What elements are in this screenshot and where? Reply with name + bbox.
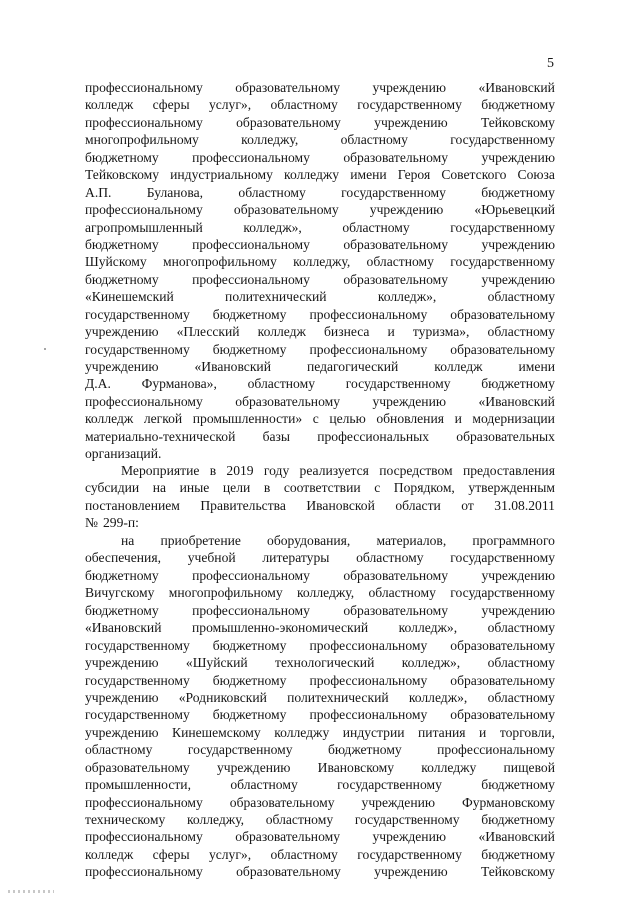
text-line: бюджетному профессиональному образовательному учреждению: [85, 271, 555, 287]
scan-artifact: [8, 890, 54, 893]
text-line: колледж легкой промышленности» с целью обновления и модернизации: [85, 411, 555, 427]
text-line: профессиональному образовательному учреждению «Ивановский: [85, 393, 555, 409]
text-line: государственному бюджетному профессиональному образовательному: [85, 306, 555, 322]
text-line: организаций.: [85, 446, 162, 462]
text-line: бюджетному профессиональному образовательному учреждению: [85, 567, 555, 583]
text-line: материально-технической базы профессиональных образовательных: [85, 428, 555, 444]
text-line: бюджетному профессиональному образовательному учреждению: [85, 602, 555, 618]
text-line: профессиональному образовательному учреждению Фурмановскому: [85, 794, 555, 810]
text-line: № 299-п:: [85, 515, 139, 531]
text-line: учреждению «Ивановский педагогический колледж имени: [85, 359, 555, 374]
text-line: учреждению «Родниковский политехнический колледж», областному: [85, 689, 555, 705]
text-line: Тейковскому индустриальному колледжу имени Героя Советского Союза: [85, 167, 555, 183]
text-line: агропромышленный колледж», областному государственному: [85, 219, 555, 235]
page-number: 5: [547, 56, 554, 71]
text-line: профессиональному образовательному учреждению «Ивановский: [85, 829, 555, 845]
margin-mark: [44, 348, 46, 350]
text-line: бюджетному профессиональному образовательному учреждению: [85, 149, 555, 165]
text-line: профессиональному образовательному учреждению «Юрьевецкий: [85, 202, 555, 218]
text-line: техническому колледжу, областному государственному бюджетному: [85, 812, 555, 827]
text-line: государственному бюджетному профессиональному образовательному: [85, 341, 555, 357]
text-line: субсидии на иные цели в соответствии с Порядком, утвержденным: [85, 480, 555, 496]
text-line: учреждению «Плесский колледж бизнеса и туризма», областному: [85, 324, 555, 340]
text-line: многопрофильному колледжу, областному государственному: [85, 132, 555, 148]
text-line: государственному бюджетному профессиональному образовательному: [85, 672, 555, 688]
text-line: обеспечения, учебной литературы областному государственному: [85, 550, 555, 566]
text-line: А.П. Буланова, областному государственному бюджетному: [85, 184, 555, 200]
text-line: учреждению «Шуйский технологический колледж», областному: [85, 655, 555, 671]
text-line: государственному бюджетному профессиональному образовательному: [85, 637, 555, 653]
text-line: колледж сферы услуг», областному государственному бюджетному: [85, 97, 555, 113]
text-line: Шуйскому многопрофильному колледжу, областному государственному: [85, 254, 555, 270]
text-line: постановлением Правительства Ивановской области от 31.08.2011: [85, 497, 555, 513]
text-line: «Ивановский промышленно-экономический колледж», областному: [85, 620, 555, 636]
text-line: образовательному учреждению Ивановскому колледжу пищевой: [85, 759, 555, 775]
text-line: учреждению Кинешемскому колледжу индустрии питания и торговли,: [85, 724, 555, 740]
text-line: государственному бюджетному профессиональному образовательному: [85, 707, 555, 723]
text-line: профессиональному образовательному учреждению «Ивановский: [85, 80, 555, 95]
text-line: профессиональному образовательному учреждению Тейковскому: [85, 114, 555, 130]
text-line: Вичугскому многопрофильному колледжу, областному государственному: [85, 585, 555, 601]
paragraph-2: [85, 462, 555, 532]
text-line: областному государственному бюджетному профессиональному: [85, 742, 555, 758]
text-line: промышленности, областному государственному бюджетному: [85, 777, 555, 793]
text-line: колледж сферы услуг», областному государственному бюджетному: [85, 846, 555, 862]
text-line: Мероприятие в 2019 году реализуется посредством предоставления: [121, 463, 555, 478]
text-line: Д.А. Фурманова», областному государственному бюджетному: [85, 376, 555, 392]
paragraph-1: [85, 79, 555, 463]
paragraph-3: [85, 532, 555, 881]
text-line: «Кинешемский политехнический колледж», областному: [85, 289, 555, 305]
text-line: на приобретение оборудования, материалов, программного: [121, 533, 555, 548]
text-line: бюджетному профессиональному образовательному учреждению: [85, 236, 555, 252]
text-line: профессиональному образовательному учреждению Тейковскому: [85, 864, 555, 880]
